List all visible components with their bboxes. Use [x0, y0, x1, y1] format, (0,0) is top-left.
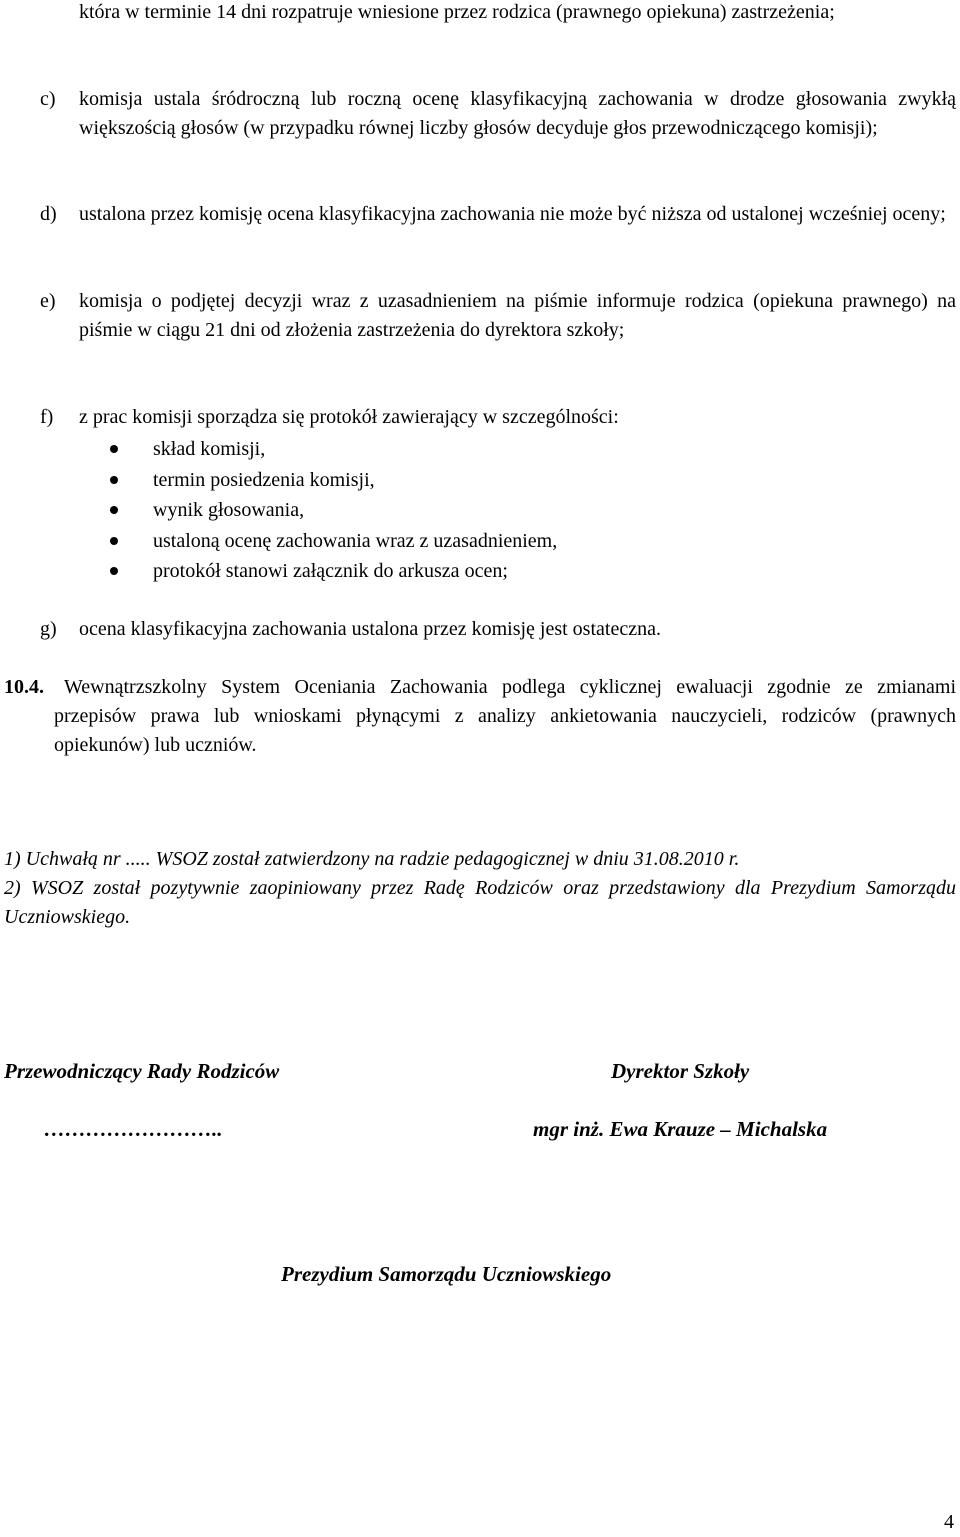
section-10-4 [4, 673, 956, 760]
list-item-e [40, 287, 956, 345]
student-council-presidium-title: Prezydium Samorządu Uczniowskiego [281, 1262, 612, 1286]
bullet-item: wynik głosowania, [110, 495, 557, 526]
item-marker: g) [40, 618, 57, 640]
list-item-b-continuation [40, 0, 956, 27]
parents-council-chair-title: Przewodniczący Rady Rodziców [4, 1059, 280, 1083]
bullet-dot-icon [110, 476, 118, 484]
bullet-item: ustaloną ocenę zachowania wraz z uzasadnieniem, [110, 526, 557, 557]
bullet-dot-icon [110, 445, 118, 453]
signature-dots: …………………….. [44, 1117, 223, 1141]
section-number: 10.4. [4, 676, 44, 698]
protocol-contents-list [110, 434, 557, 587]
bullet-item: termin posiedzenia komisji, [110, 465, 557, 496]
list-item-f [40, 403, 956, 432]
bullet-dot-icon [110, 537, 118, 545]
director-name: mgr inż. Ewa Krauze – Michalska [533, 1117, 828, 1141]
school-director-title: Dyrektor Szkoły [611, 1059, 750, 1083]
item-marker: d) [40, 203, 57, 225]
bullet-dot-icon [110, 506, 118, 514]
bullet-dot-icon [110, 567, 118, 575]
approval-note-2: 2) WSOZ został pozytywnie zaopiniowany przez Radę Rodziców oraz przedstawiony dla Prezydium Samorządu Uczniowskiego. [4, 877, 956, 928]
item-text: która w terminie 14 dni rozpatruje wniesione przez rodzica (prawnego opiekuna) zastrzeżenia; [79, 1, 835, 23]
item-marker: e) [40, 290, 56, 312]
item-text: ocena klasyfikacyjna zachowania ustalona przez komisję jest ostateczna. [79, 618, 661, 640]
page-number: 4 [944, 1511, 954, 1533]
item-marker: f) [40, 406, 54, 428]
approval-note-1: 1) Uchwałą nr ..... WSOZ został zatwierdzony na radzie pedagogicznej w dniu 31.08.2010 r. [4, 848, 740, 870]
item-marker: c) [40, 88, 56, 110]
section-text-rest: ze zmianami przepisów prawa lub wnioskami płynącymi z analizy ankietowania nauczycieli, rodziców (prawnych opiekunów) lub uczniów. [54, 676, 956, 756]
list-item-c [40, 85, 956, 143]
item-text: komisja o podjętej decyzji wraz z uzasadnieniem na piśmie informuje rodzica (opiekuna prawnego) na piśmie w ciągu 21 dni od złożenia zastrzeżenia do dyrektora szkoły; [79, 290, 956, 341]
section-text [54, 673, 956, 760]
section-text-first: Wewnątrzszkolny System Oceniania Zachowania podlega cyklicznej ewaluacji zgodnie [64, 676, 831, 698]
bullet-item: skład komisji, [110, 434, 557, 465]
item-text: komisja ustala śródroczną lub roczną ocenę klasyfikacyjną zachowania w drodze głosowania zwykłą większością głosów (w przypadku równej liczby głosów decyduje głos przewodniczącego komisji); [79, 88, 956, 139]
item-text: z prac komisji sporządza się protokół zawierający w szczególności: [79, 406, 619, 428]
list-item-g [40, 615, 956, 644]
item-text: ustalona przez komisję ocena klasyfikacyjna zachowania nie może być niższa od ustalonej wcześniej oceny; [79, 203, 946, 225]
bullet-item: protokół stanowi załącznik do arkusza ocen; [110, 556, 557, 587]
list-item-d [40, 200, 956, 229]
